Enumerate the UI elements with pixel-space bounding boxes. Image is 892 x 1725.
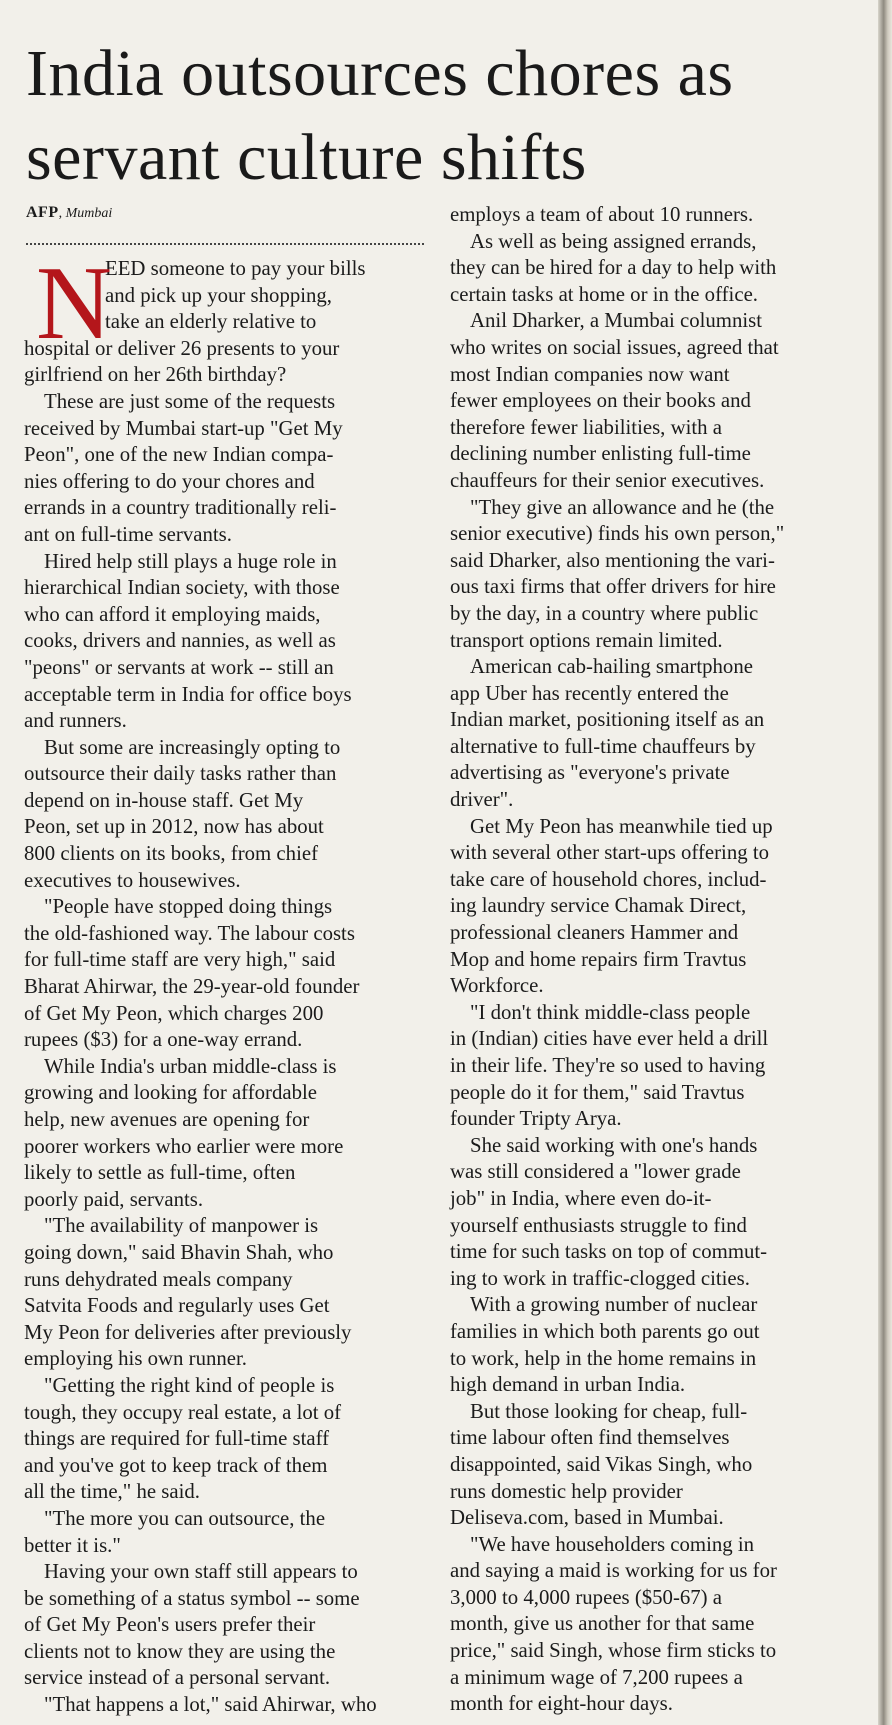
article-line: ing laundry service Chamak Direct, <box>450 894 747 918</box>
article-line: service instead of a personal servant. <box>24 1666 331 1690</box>
article-line: nies offering to do your chores and <box>24 469 315 493</box>
article-line: transport options remain limited. <box>450 628 723 652</box>
article-line: ous taxi firms that offer drivers for hire <box>450 575 776 599</box>
article-line: driver". <box>450 788 514 812</box>
article-line: runs domestic help provider <box>450 1479 683 1503</box>
article-line: With a growing number of nuclear <box>470 1293 758 1317</box>
article-line: ing to work in traffic-clogged cities. <box>450 1266 750 1290</box>
article-line: professional cleaners Hammer and <box>450 921 739 945</box>
article-line: Hired help still plays a huge role in <box>44 549 337 573</box>
article-line: Mop and home repairs firm Travtus <box>450 947 747 971</box>
article-line: tough, they occupy real estate, a lot of <box>24 1400 342 1424</box>
article-line: "The more you can outsource, the <box>44 1506 326 1530</box>
article-line: price," said Singh, whose firm sticks to <box>450 1639 777 1663</box>
article-line: better it is." <box>24 1533 121 1557</box>
article-line: advertising as "everyone's private <box>450 761 730 785</box>
article-line: with several other start-ups offering to <box>450 841 769 865</box>
article-line: most Indian companies now want <box>450 362 730 386</box>
article-line: 800 clients on its books, from chief <box>24 842 318 866</box>
article-line: depend on in-house staff. Get My <box>24 788 304 812</box>
article-line: founder Tripty Arya. <box>450 1107 622 1131</box>
article-line: "They give an allowance and he (the <box>470 495 775 519</box>
article-line: for full-time staff are very high," said <box>24 948 336 972</box>
article-line: Get My Peon has meanwhile tied up <box>470 814 773 838</box>
article-line: hierarchical Indian society, with those <box>24 576 340 600</box>
article-line: yourself enthusiasts struggle to find <box>450 1213 747 1237</box>
article-line: people do it for them," said Travtus <box>450 1080 745 1104</box>
article-line: received by Mumbai start-up "Get My <box>24 416 343 440</box>
article-line: She said working with one's hands <box>470 1133 758 1157</box>
article-line: American cab-hailing smartphone <box>470 655 753 679</box>
article-line: Indian market, positioning itself as an <box>450 708 765 732</box>
article-line: by the day, in a country where public <box>450 601 759 625</box>
article-line: Anil Dharker, a Mumbai columnist <box>470 309 762 333</box>
article-line: Having your own staff still appears to <box>44 1560 358 1584</box>
article-line: declining number enlisting full-time <box>450 442 751 466</box>
article-line: cooks, drivers and nannies, as well as <box>24 629 336 653</box>
article-line: errands in a country traditionally reli- <box>24 496 337 520</box>
article-line: alternative to full-time chauffeurs by <box>450 734 756 758</box>
article-line: going down," said Bhavin Shah, who <box>24 1240 334 1264</box>
article-line: said Dharker, also mentioning the vari- <box>450 548 775 572</box>
article-line: Peon", one of the new Indian compa- <box>24 443 334 467</box>
article-line: outsource their daily tasks rather than <box>24 762 337 786</box>
article-line: senior executive) finds his own person," <box>450 522 785 546</box>
article-line: was still considered a "lower grade <box>450 1160 741 1184</box>
article-line: As well as being assigned errands, <box>470 229 757 253</box>
article-line: of Get My Peon's users prefer their <box>24 1613 316 1637</box>
article-line: "peons" or servants at work -- still an <box>24 655 334 679</box>
article-line: things are required for full-time staff <box>24 1427 330 1451</box>
article-line: executives to housewives. <box>24 868 241 892</box>
article-headline: India outsources chores as servant culture shifts <box>26 37 734 194</box>
byline: AFP, Mumbai <box>26 204 113 221</box>
article-line: fewer employees on their books and <box>450 389 751 413</box>
article-line: EED someone to pay your bills <box>105 257 366 280</box>
article-line: the old-fashioned way. The labour costs <box>24 921 355 945</box>
article-line: "Getting the right kind of people is <box>44 1373 335 1397</box>
article-line: help, new avenues are opening for <box>24 1108 310 1131</box>
article-line: runs dehydrated meals company <box>24 1267 293 1291</box>
article-line: rupees ($3) for a one-way errand. <box>24 1028 303 1052</box>
article-line: time for such tasks on top of commut- <box>450 1240 768 1264</box>
article-line: These are just some of the requests <box>44 389 336 413</box>
article-line: therefore fewer liabilities, with a <box>450 415 722 439</box>
byline-location: Mumbai <box>65 206 113 221</box>
article-line: But those looking for cheap, full- <box>470 1399 748 1423</box>
article-line: "People have stopped doing things <box>44 895 333 919</box>
article-line: hospital or deliver 26 presents to your <box>24 336 340 360</box>
article-line: who can afford it employing maids, <box>24 602 321 626</box>
article-line: poorer workers who earlier were more <box>24 1134 344 1158</box>
article-line: and saying a maid is working for us for <box>450 1559 777 1583</box>
article-line: "That happens a lot," said Ahirwar, who <box>44 1693 377 1717</box>
article-line: "We have householders coming in <box>470 1532 755 1556</box>
article-line: in (Indian) cities have ever held a drill <box>450 1027 769 1051</box>
article-line: take an elderly relative to <box>105 310 317 334</box>
article-line: and pick up your shopping, <box>105 283 333 307</box>
article-line: be something of a status symbol -- some <box>24 1586 360 1610</box>
article-line: take care of household chores, includ- <box>450 867 767 891</box>
article-line: job" in India, where even do-it- <box>450 1186 712 1210</box>
article-line: While India's urban middle-class is <box>44 1054 337 1078</box>
article-line: who writes on social issues, agreed that <box>450 335 779 359</box>
article-line: likely to settle as full-time, often <box>24 1161 296 1185</box>
article-line: But some are increasingly opting to <box>44 735 341 759</box>
article-line: month for eight-hour days. <box>450 1692 673 1716</box>
article-line: all the time," he said. <box>24 1480 200 1504</box>
article-line: My Peon for deliveries after previously <box>24 1320 352 1344</box>
article-line: Deliseva.com, based in Mumbai. <box>450 1506 724 1530</box>
article-line: acceptable term in India for office boys <box>24 682 352 706</box>
article-line: poorly paid, servants. <box>24 1187 204 1211</box>
article-column-1 <box>24 244 430 1719</box>
article-line: and you've got to keep track of them <box>24 1453 328 1477</box>
page-edge-strip <box>878 0 892 1725</box>
article-line: employs a team of about 10 runners. <box>450 203 754 226</box>
article-line: high demand in urban India. <box>450 1373 686 1397</box>
article-line: of Get My Peon, which charges 200 <box>24 1001 324 1025</box>
article-line: employing his own runner. <box>24 1347 247 1371</box>
article-column-2 <box>450 202 858 1718</box>
drop-cap: N <box>36 244 112 361</box>
byline-agency: AFP <box>26 204 59 221</box>
article-line: growing and looking for affordable <box>24 1081 318 1105</box>
article-line: Satvita Foods and regularly uses Get <box>24 1294 330 1318</box>
article-line: and runners. <box>24 709 127 733</box>
article-line: Bharat Ahirwar, the 29-year-old founder <box>24 975 360 999</box>
article-line: girlfriend on her 26th birthday? <box>24 363 287 387</box>
article-line: ant on full-time servants. <box>24 522 232 546</box>
article-line: a minimum wage of 7,200 rupees a <box>450 1665 743 1689</box>
article-line: app Uber has recently entered the <box>450 681 729 705</box>
article-line: time labour often find themselves <box>450 1426 730 1450</box>
article-line: "I don't think middle-class people <box>470 1000 751 1024</box>
article-line: they can be hired for a day to help with <box>450 256 777 280</box>
article-line: "The availability of manpower is <box>44 1214 319 1238</box>
article-line: Workforce. <box>450 974 544 998</box>
article-line: clients not to know they are using the <box>24 1639 336 1663</box>
article-line: chauffeurs for their senior executives. <box>450 468 765 492</box>
article-line: to work, help in the home remains in <box>450 1346 757 1370</box>
article-line: in their life. They're so used to having <box>450 1054 766 1077</box>
article-line: 3,000 to 4,000 rupees ($50-67) a <box>450 1585 723 1609</box>
article-line: families in which both parents go out <box>450 1319 760 1343</box>
article-line: month, give us another for that same <box>450 1612 755 1636</box>
article-line: disappointed, said Vikas Singh, who <box>450 1452 753 1476</box>
article-line: Peon, set up in 2012, now has about <box>24 815 324 839</box>
article-line: certain tasks at home or in the office. <box>450 282 758 306</box>
